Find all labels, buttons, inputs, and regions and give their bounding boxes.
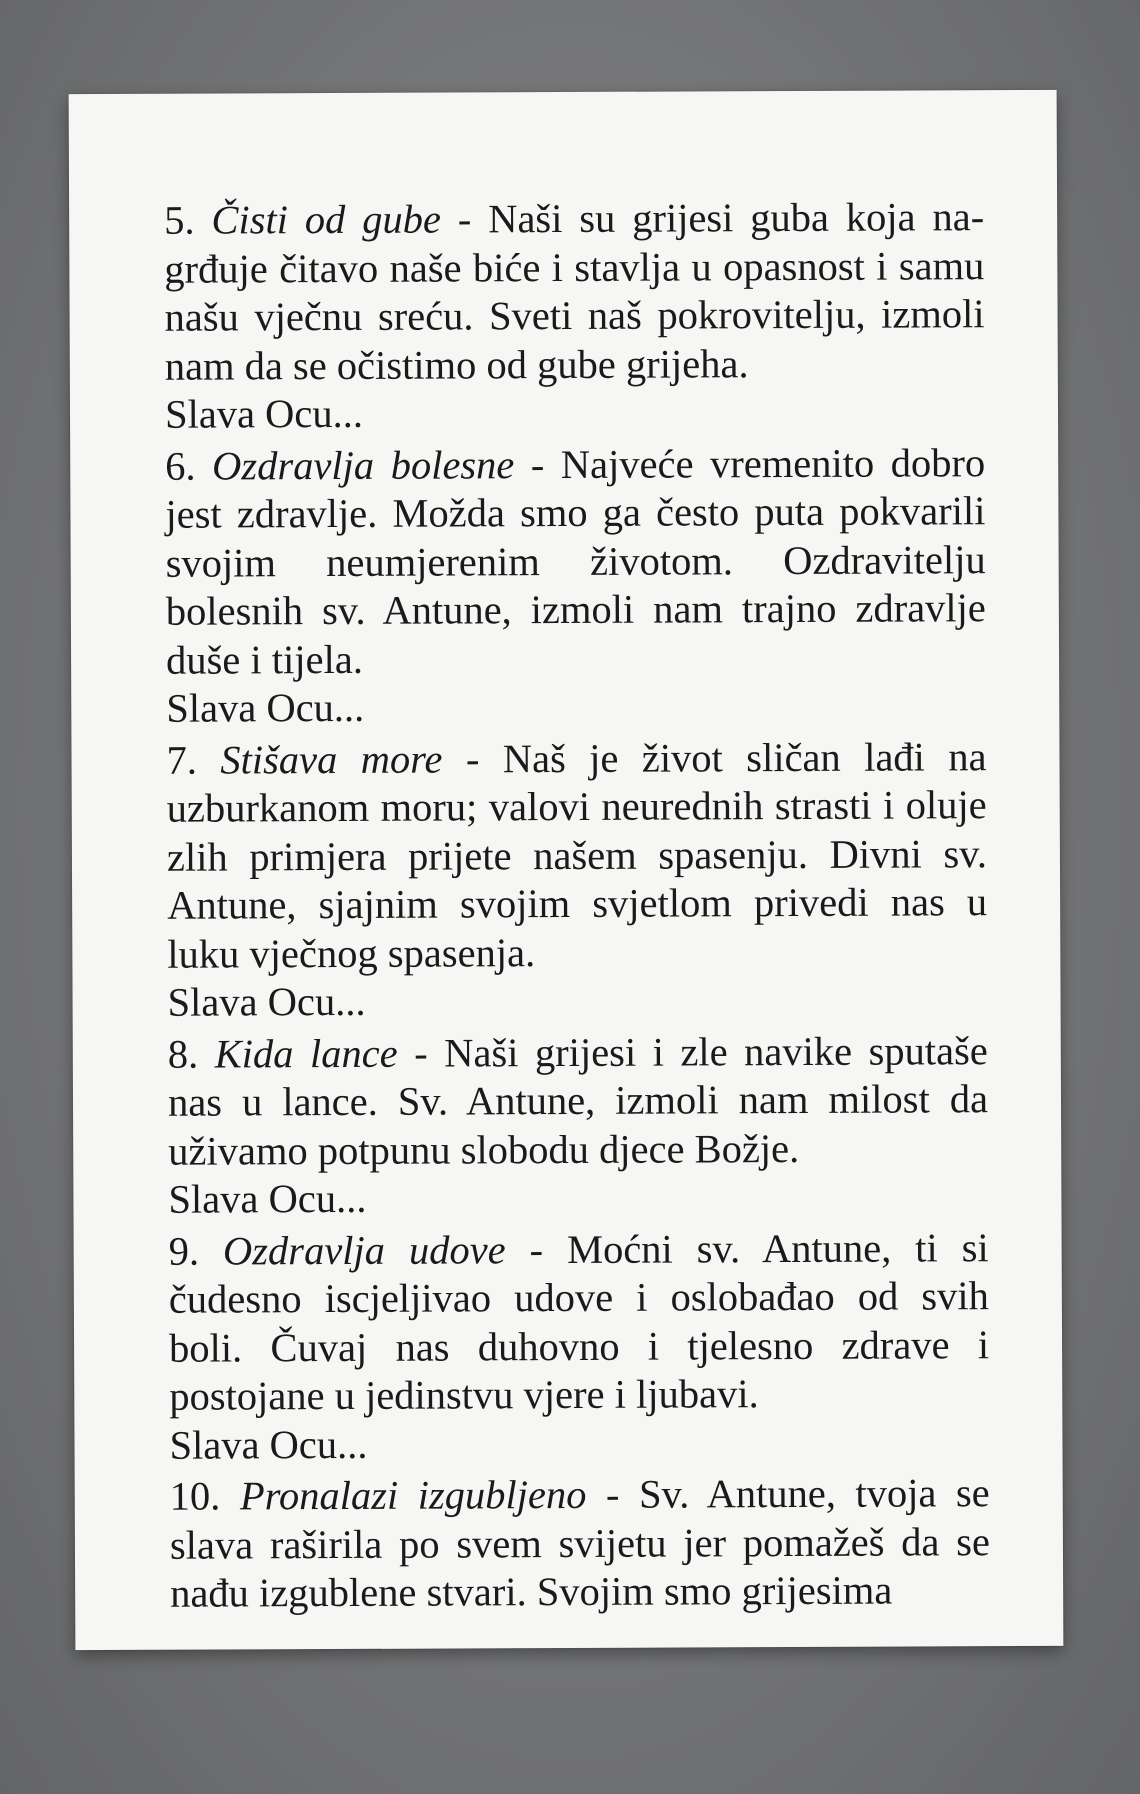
entry-paragraph	[168, 1027, 989, 1176]
entry-body: - Naši su grijesi guba koja na-grđuje čitavo naše biće i stavlja u opasnost i samu našu vječnu sreću. Sveti naš pokrovitelju, izmoli nam da se očistimo od gube grijeha.	[164, 194, 985, 389]
entry-number: 10.	[169, 1473, 221, 1519]
entry-body: - Najveće vremenito dobro jest zdravlje. Možda smo ga često puta pokvarili svojim neumjerenim životom. Ozdravitelju bolesnih sv. Antune, izmoli nam trajno zdravlje duše i tijela.	[165, 439, 986, 683]
entry-title: Čisti od gube	[211, 196, 442, 243]
entry-paragraph	[166, 733, 987, 979]
entry-closing: Slava Ocu...	[166, 684, 365, 731]
booklet-page	[69, 90, 1064, 1650]
entry-body: - Naši grijesi i zle navike sputaše nas u lance. Sv. Antune, izmoli nam milost da uživamo potpunu slobodu djece Božje.	[167, 1027, 989, 1174]
prayer-entry-5	[164, 193, 985, 439]
entry-title: Stišava more	[220, 736, 443, 783]
entry-closing: Slava Ocu...	[167, 978, 366, 1025]
prayer-text	[164, 193, 990, 1621]
entry-number: 9.	[168, 1228, 200, 1274]
entry-paragraph	[165, 439, 986, 685]
prayer-entry-9	[169, 1224, 990, 1470]
prayer-entry-7	[166, 733, 987, 1028]
entry-title: Ozdravlja bolesne	[212, 441, 515, 489]
entry-number: 5.	[164, 197, 195, 243]
entry-closing: Slava Ocu...	[169, 1421, 368, 1468]
prayer-entry-10	[170, 1469, 991, 1618]
entry-closing: Slava Ocu...	[164, 390, 364, 437]
entry-paragraph	[170, 1469, 991, 1618]
entry-body: - Naš je život sličan lađi na uzburkanom moru; valovi neurednih strasti i oluje zlih primjera prijete našem spasenju. Divni sv. Antune, sjajnim svojim svjetlom privedi nas u luku vječnog spasenja.	[166, 733, 988, 977]
prayer-entry-6	[165, 439, 986, 734]
entry-body: - Sv. Antune, tvoja se slava raširila po svem svijetu jer pomažeš da se nađu izgublene stvari. Svojim smo grijesima	[169, 1470, 991, 1616]
entry-body: - Moćni sv. Antune, ti si čudesno iscjeljivao udove i oslobađao od svih boli. Čuvaj nas duhovno i tjelesno zdrave i postojane u jedinstvu vjere i ljubavi.	[168, 1224, 990, 1419]
entry-paragraph	[169, 1224, 990, 1422]
entry-title: Kida lance	[214, 1030, 398, 1077]
entry-title: Pronalazi izgubljeno	[239, 1471, 587, 1519]
entry-number: 7.	[166, 737, 197, 783]
entry-number: 8.	[167, 1031, 199, 1077]
entry-title: Ozdravlja udove	[222, 1226, 506, 1274]
entry-paragraph	[164, 193, 985, 391]
prayer-entry-8	[168, 1027, 989, 1225]
entry-number: 6.	[165, 443, 196, 489]
entry-closing: Slava Ocu...	[168, 1175, 367, 1222]
